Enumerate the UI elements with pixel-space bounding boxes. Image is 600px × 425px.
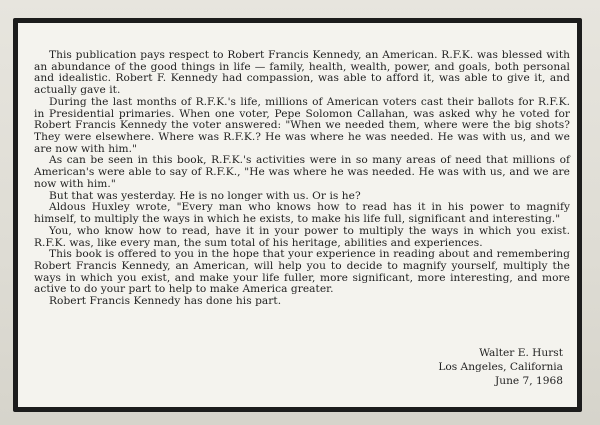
paragraph-8: Robert Francis Kennedy has done his part. <box>49 295 282 308</box>
paragraph-7: This book is offered to you in the hope that your experience in reading about and remembering Robert Francis Kennedy, an American, will help you to decide to magnify yourself, multiply the ways in which you exist, and make your life fuller, more significant, more interesting, and more active to do your part to help to make America greater. <box>34 248 570 296</box>
signature-date: June 7, 1968 <box>495 374 563 387</box>
paragraph-5: Aldous Huxley wrote, "Every man who knows how to read has it in his power to magnify himself, to multiply the ways in which he exists, to make his life full, significant and interesting." <box>34 201 570 226</box>
signature-block <box>438 347 563 388</box>
paragraph-6: You, who know how to read, have it in your power to multiply the ways in which you exist. R.F.K. was, like every man, the sum total of his heritage, abilities and experiences. <box>34 224 570 249</box>
paragraph-3: As can be seen in this book, R.F.K.'s activities were in so many areas of need that millions of American's were able to say of R.F.K., "He was where he was needed. He was with us, and we are now with him." <box>34 154 570 190</box>
paragraph-1: This publication pays respect to Robert Francis Kennedy, an American. R.F.K. was blessed with an abundance of the good things in life — family, health, wealth, power, and goals, both personal and idealistic. Robert F. Kennedy had compassion, was able to afford it, was able to give it, and actually gave it. <box>34 49 570 97</box>
signature-location: Los Angeles, California <box>438 360 563 373</box>
signature-name: Walter E. Hurst <box>479 347 563 359</box>
paragraph-4: But that was yesterday. He is no longer with us. Or is he? <box>49 189 361 202</box>
dedication-text <box>34 50 570 308</box>
paragraph-2: During the last months of R.F.K.'s life, millions of American voters cast their ballots for R.F.K. in Presidential primaries. When one voter, Pepe Solomon Callahan, was asked why he voted for Robert Francis Kennedy the voter answered: "When we needed them, where were the big shots? They were elsewhere. Where was R.F.K.? He was where he was needed. He was with us, and we are now with him." <box>34 95 570 155</box>
